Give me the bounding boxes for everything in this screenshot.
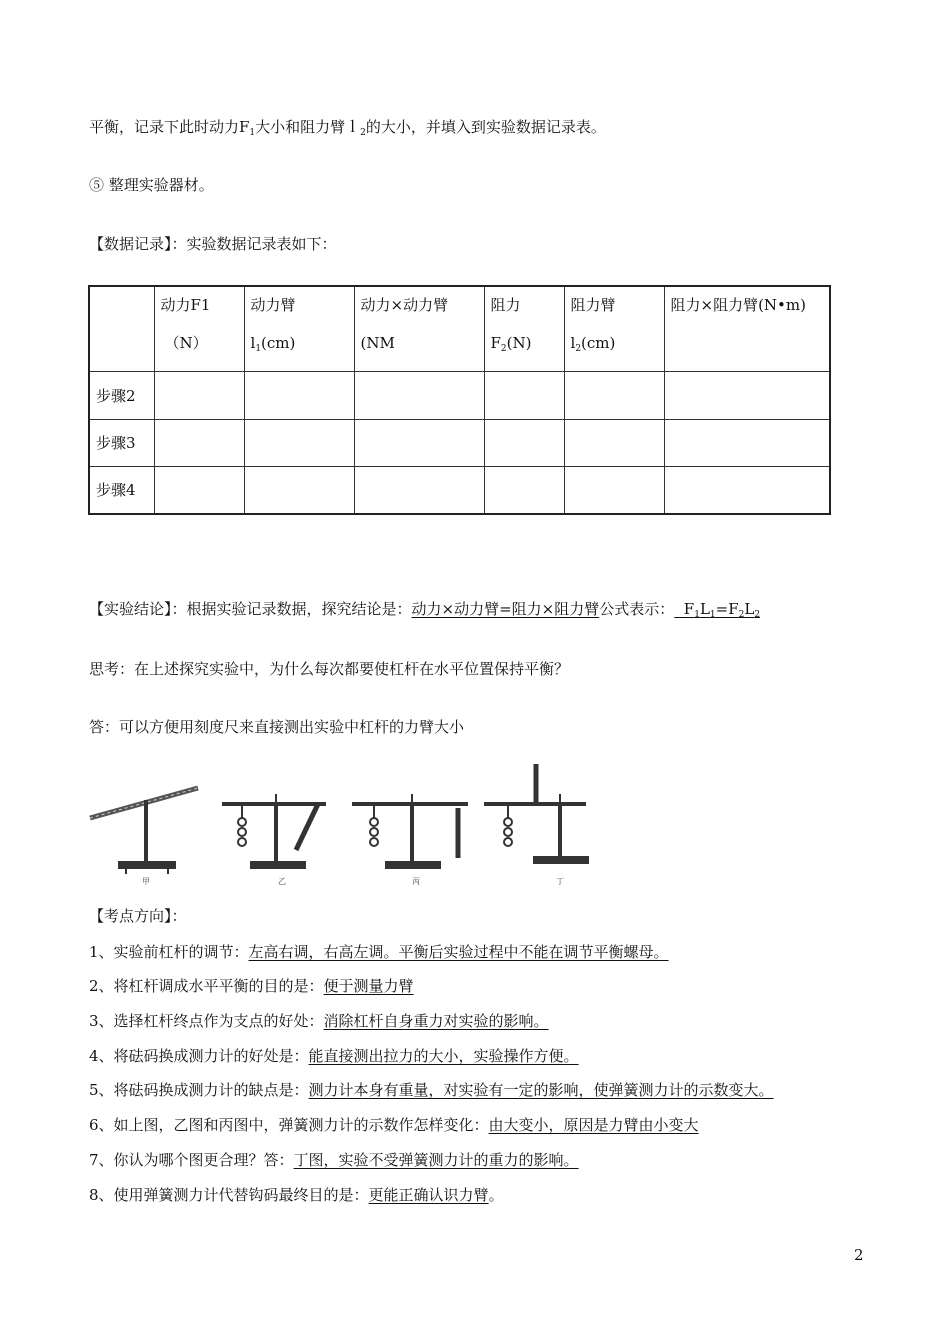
data-cell[interactable]	[564, 466, 664, 514]
header-cell: 阻力 $F_2(N)$	[484, 286, 564, 372]
data-cell[interactable]	[354, 419, 484, 466]
conclusion-answer: 动力×动力臂=阻力×阻力臂	[411, 600, 600, 618]
figure-label: 甲	[142, 877, 150, 886]
data-cell[interactable]	[354, 466, 484, 514]
figure-label: 丁	[556, 877, 564, 886]
data-cell[interactable]	[154, 419, 244, 466]
row-label: 步骤3	[89, 419, 154, 466]
figure-bing	[352, 794, 468, 868]
page-number: 2	[854, 1246, 864, 1264]
figure-label: 乙	[278, 877, 286, 886]
header-cell: 动力臂 $l_1(cm)$	[244, 286, 354, 372]
data-cell[interactable]	[484, 372, 564, 419]
header-cell: 动力F1 （N）	[154, 286, 244, 372]
header-cell: 阻力臂 $l_2(cm)$	[564, 286, 664, 372]
key-point: 8、使用弹簧测力计代替钩码最终目的是：更能正确认识力臂。	[89, 1186, 504, 1204]
data-cell[interactable]	[564, 372, 664, 419]
row-label: 步骤4	[89, 466, 154, 514]
data-cell[interactable]	[484, 419, 564, 466]
question: 思考：在上述探究实验中，为什么每次都要使杠杆在水平位置保持平衡？	[89, 660, 570, 678]
data-cell[interactable]	[244, 419, 354, 466]
key-point: 4、将砝码换成测力计的好处是：能直接测出拉力的大小，实验操作方便。	[89, 1047, 579, 1065]
intro-text: 平衡，记录下此时动力$F_1$大小和阻力臂ｌ$_2$的大小，并填入到实验数据记录表。	[89, 118, 606, 138]
data-cell[interactable]	[664, 419, 830, 466]
figure-yi	[222, 794, 326, 868]
row-label: 步骤2	[89, 372, 154, 419]
data-cell[interactable]	[564, 419, 664, 466]
conclusion-formula: $F_1L_1=F_2L_2$	[674, 600, 761, 620]
answer: 答：可以方便用刻度尺来直接测出实验中杠杆的力臂大小	[89, 718, 465, 736]
key-points-heading: 【考点方向】：	[89, 907, 187, 925]
data-cell[interactable]	[244, 466, 354, 514]
data-cell[interactable]	[664, 466, 830, 514]
table-row	[89, 466, 830, 514]
table-header-row	[89, 286, 830, 372]
key-point: 7、你认为哪个图更合理？答：丁图，实验不受弹簧测力计的重力的影响。	[89, 1151, 579, 1169]
data-cell[interactable]	[154, 372, 244, 419]
key-point: 1、实验前杠杆的调节：左高右调，右高左调。平衡后实验过程中不能在调节平衡螺母。	[89, 943, 669, 961]
header-cell: 阻力×阻力臂(N•m)	[664, 286, 830, 372]
figure-label: 丙	[412, 877, 420, 886]
key-point: 3、选择杠杆终点作为支点的好处：消除杠杆自身重力对实验的影响。	[89, 1012, 549, 1030]
data-cell[interactable]	[664, 372, 830, 419]
table-row	[89, 372, 830, 419]
key-point: 5、将砝码换成测力计的缺点是：测力计本身有重量，对实验有一定的影响，使弹簧测力计的示数变大。	[89, 1081, 774, 1099]
figure-jia	[90, 788, 198, 874]
data-cell[interactable]	[484, 466, 564, 514]
figure-ding	[484, 764, 588, 863]
data-record-heading: 【数据记录】：实验数据记录表如下：	[89, 235, 337, 253]
table-row	[89, 419, 830, 466]
key-point: 2、将杠杆调成水平平衡的目的是：便于测量力臂	[89, 977, 414, 995]
step-5: ⑤ 整理实验器材。	[89, 176, 214, 194]
header-cell	[89, 286, 154, 372]
data-record-table	[88, 285, 831, 515]
key-point: 6、如上图，乙图和丙图中，弹簧测力计的示数作怎样变化：由大变小，原因是力臂由小变大	[89, 1116, 699, 1134]
data-cell[interactable]	[244, 372, 354, 419]
data-cell[interactable]	[354, 372, 484, 419]
header-cell: 动力×动力臂 (NM	[354, 286, 484, 372]
conclusion: 【实验结论】：根据实验记录数据，探究结论是：动力×动力臂=阻力×阻力臂公式表示： $F_1L_1=F_2L_2$	[89, 600, 761, 620]
data-cell[interactable]	[154, 466, 244, 514]
lever-figures	[86, 762, 596, 890]
